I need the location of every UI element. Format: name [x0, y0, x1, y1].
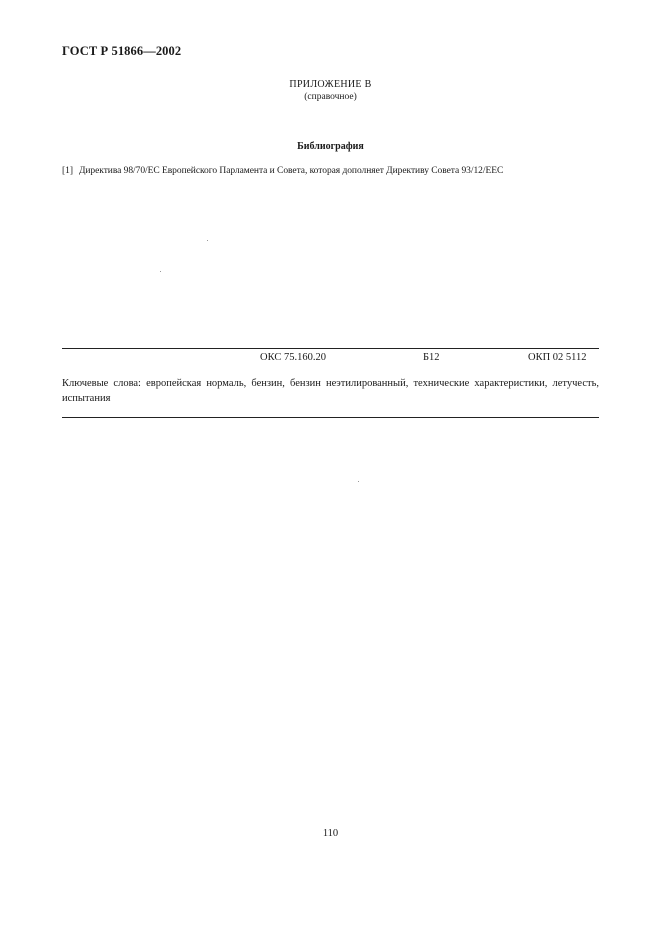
divider-bottom — [62, 417, 599, 418]
group-code: Б12 — [423, 352, 440, 363]
document-header: ГОСТ Р 51866—2002 — [62, 44, 182, 58]
appendix-title: ПРИЛОЖЕНИЕ В — [289, 79, 372, 90]
bibliography-heading: Библиография — [297, 141, 364, 152]
appendix-subtitle: (справочное) — [304, 92, 357, 102]
keywords-paragraph: Ключевые слова: европейская нормаль, бензин, бензин неэтилированный, технические характеристики, летучесть, испытания — [62, 378, 599, 404]
okp-code: ОКП 02 5112 — [528, 352, 587, 363]
page-number: 110 — [322, 828, 339, 839]
bibliography-entry-text: Директива 98/70/ЕС Европейского Парламента и Совета, которая дополняет Директиву Совета 93/12/ЕЕС — [78, 166, 504, 176]
divider-top — [62, 348, 599, 349]
oks-code: ОКС 75.160.20 — [260, 352, 326, 363]
scan-speck — [160, 271, 161, 272]
bibliography-entry — [62, 166, 503, 176]
scan-speck — [207, 240, 208, 241]
bibliography-entry-number: [1] — [62, 166, 73, 176]
appendix-heading — [0, 79, 661, 103]
scan-speck — [358, 481, 359, 482]
